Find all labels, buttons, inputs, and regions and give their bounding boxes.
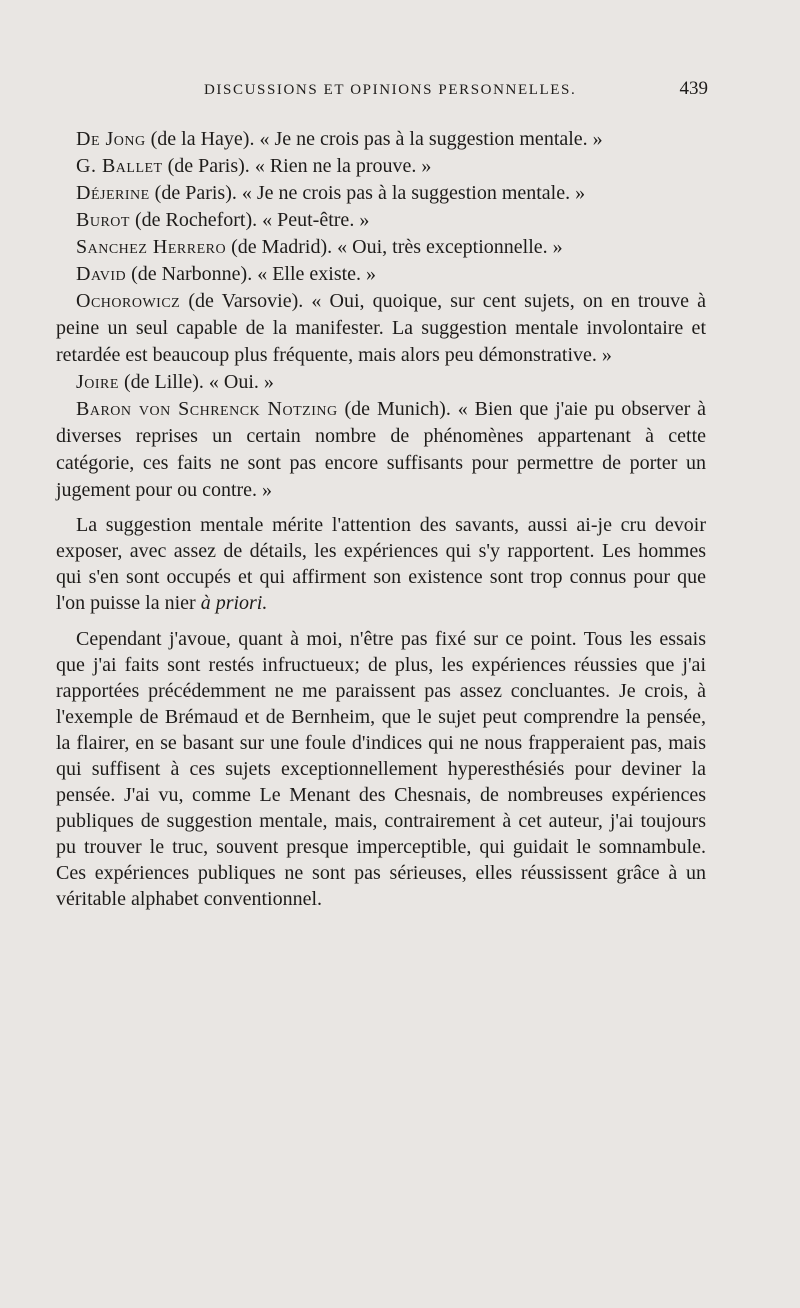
paragraph-italic: à priori. (200, 592, 268, 614)
running-head (204, 78, 708, 100)
speaker-quote: « Je ne crois pas à la suggestion mentale. » (241, 182, 586, 204)
speaker-quote: « Oui, quoique, sur cent sujets, on en trouve à peine un seul capable de la manifester. La suggestion mentale involontaire et retardée est beaucoup plus fréquente, mais alors peu démonstrative. » (56, 290, 707, 366)
paragraph-text: Cependant j'avoue, quant à moi, n'être pas fixé sur ce point. Tous les essais que j'ai faits sont restés infructueux; de plus, les expériences réussies que j'ai rapportées précédemment ne me paraissent pas assez concluantes. Je crois, à l'exemple de Brémaud et de Bernheim, que le sujet peut comprendre la pensée, la flairer, en se basant sur une foule d'indices qui ne nous frapperaient pas, mais qui suffisent à ces sujets exceptionnellement hyperesthésiés pour deviner la pensée. J'ai vu, comme Le Menant des Chesnais, de nombreuses expériences publiques de suggestion mentale, mais, contrairement à cet auteur, j'ai toujours pu trouver le truc, souvent presque imperceptible, qui guidait le somnambule. Ces expériences publiques ne sont pas sérieuses, elles réussissent grâce à un véritable alphabet conventionnel. (56, 628, 706, 910)
speaker-quote: « Oui, très exceptionnelle. » (337, 236, 563, 258)
running-title: DISCUSSIONS ET OPINIONS PERSONNELLES. (204, 82, 577, 98)
speaker-entry (56, 126, 706, 153)
page-number: 439 (679, 78, 708, 99)
body-paragraph (56, 626, 706, 912)
speaker-entry (56, 261, 706, 288)
speaker-name: Déjerine (76, 182, 150, 204)
paragraph-text: La suggestion mentale mérite l'attention des savants, aussi ai-je cru devoir exposer, avec assez de détails, les expériences qui s'y rapportent. Les hommes qui s'en sont occupés et qui affirment son existence sont trop connus pour que l'on puisse la nier (56, 514, 706, 614)
speaker-name: G. Ballet (76, 155, 163, 177)
speaker-place: (de Munich). (344, 398, 451, 420)
speaker-name: De Jong (76, 128, 146, 150)
speaker-name: Sanchez Herrero (76, 236, 227, 258)
speaker-place: (de Madrid). (231, 236, 333, 258)
speaker-quote: « Elle existe. » (257, 263, 377, 285)
speaker-entry (56, 207, 706, 234)
speaker-entry (56, 180, 706, 207)
speaker-quote: « Peut-être. » (262, 209, 370, 231)
speaker-entry (56, 153, 706, 180)
speaker-entry (56, 288, 706, 369)
speaker-entry (56, 369, 706, 396)
speaker-place: (de Lille). (123, 371, 204, 393)
speaker-place: (de Varsovie). (188, 290, 304, 312)
page-body (56, 126, 706, 912)
speaker-name: Ochorowicz (76, 290, 181, 312)
body-paragraph (56, 512, 706, 616)
speaker-name: Burot (76, 209, 130, 231)
speaker-place: (de Paris). (154, 182, 237, 204)
speaker-entry (56, 396, 706, 504)
speaker-quote: « Rien ne la prouve. » (254, 155, 432, 177)
speaker-name: David (76, 263, 127, 285)
speaker-place: (de Rochefort). (134, 209, 258, 231)
speaker-name: Baron von Schrenck Notzing (76, 398, 338, 420)
speaker-place: (de Narbonne). (131, 263, 253, 285)
speaker-quote: « Oui. » (208, 371, 274, 393)
speaker-place: (de la Haye). (150, 128, 255, 150)
speaker-name: Joire (76, 371, 119, 393)
speaker-entry (56, 234, 706, 261)
speaker-quote: « Bien que j'aie pu observer à diverses reprises un certain nombre de phénomènes appartenant à cette catégorie, ces faits ne sont pas encore suffisants pour permettre de porter un jugement pour ou contre. » (56, 398, 707, 501)
speaker-place: (de Paris). (167, 155, 250, 177)
speaker-quote: « Je ne crois pas à la suggestion mentale. » (259, 128, 603, 150)
